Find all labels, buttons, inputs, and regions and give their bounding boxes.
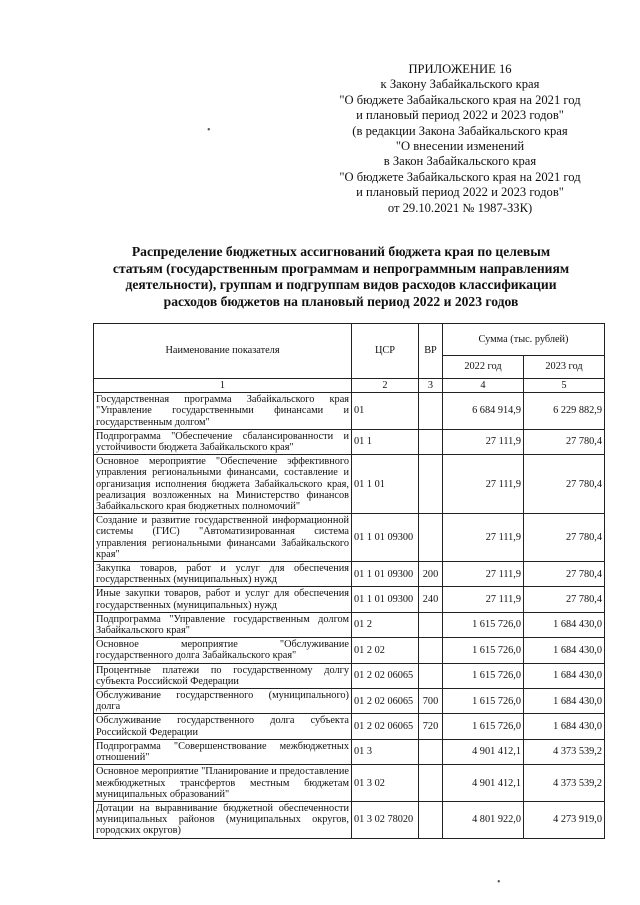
- row-amount-2022-cell: 1 615 726,0: [443, 638, 524, 663]
- row-csr-cell: 01 3 02 78020: [352, 801, 419, 838]
- row-amount-2022-cell: 1 615 726,0: [443, 663, 524, 688]
- appendix-line: "О внесении изменений: [395, 139, 525, 154]
- row-csr-cell: 01 3: [352, 739, 419, 764]
- row-amount-2023-cell: 1 684 430,0: [524, 663, 605, 688]
- table-row: [94, 663, 605, 688]
- row-vr-cell: 200: [419, 562, 443, 587]
- row-vr-cell: [419, 514, 443, 562]
- header-vr: ВР: [419, 324, 443, 379]
- row-name-cell: Закупка товаров, работ и услуг для обеспечения государственных (муниципальных) нужд: [94, 562, 352, 587]
- row-amount-2023-cell: 4 373 539,2: [524, 739, 605, 764]
- row-name-cell: Обслуживание государственного долга субъекта Российской Федерации: [94, 714, 352, 739]
- row-amount-2023-cell: 27 780,4: [524, 587, 605, 612]
- table-row: [94, 689, 605, 714]
- appendix-line: и плановый период 2022 и 2023 годов": [356, 185, 564, 200]
- row-vr-cell: [419, 393, 443, 430]
- header-csr: ЦСР: [352, 324, 419, 379]
- row-amount-2023-cell: 27 780,4: [524, 562, 605, 587]
- row-amount-2022-cell: 27 111,9: [443, 514, 524, 562]
- row-name-cell: Создание и развитие государственной информационной системы (ГИС) "Автоматизированная система управления региональными финансами Забайкальского края": [94, 514, 352, 562]
- row-name-cell: Государственная программа Забайкальского края "Управление государственными финансами и государственным долгом": [94, 393, 352, 430]
- row-amount-2023-cell: 4 273 919,0: [524, 801, 605, 838]
- row-vr-cell: [419, 429, 443, 454]
- row-vr-cell: 720: [419, 714, 443, 739]
- header-year-2022: 2022 год: [443, 356, 524, 379]
- title-line: статьям (государственным программам и непрограммным направлениям: [112, 260, 570, 276]
- appendix-header: [310, 62, 610, 216]
- row-name-cell: Подпрограмма "Совершенствование межбюджетных отношений": [94, 739, 352, 764]
- appendix-line: к Закону Забайкальского края: [380, 77, 540, 92]
- row-amount-2022-cell: 4 801 922,0: [443, 801, 524, 838]
- appendix-line: в Закон Забайкальского края: [383, 154, 537, 169]
- row-vr-cell: 700: [419, 689, 443, 714]
- header-sum: Сумма (тыс. рублей): [443, 324, 605, 356]
- row-amount-2023-cell: 27 780,4: [524, 429, 605, 454]
- table-row: [94, 801, 605, 838]
- row-vr-cell: [419, 801, 443, 838]
- col-number-1: 1: [94, 379, 352, 393]
- table-row: [94, 393, 605, 430]
- appendix-line: ПРИЛОЖЕНИЕ 16: [408, 62, 512, 76]
- row-vr-cell: [419, 455, 443, 514]
- col-number-5: 5: [524, 379, 605, 393]
- table-row: [94, 612, 605, 637]
- row-name-cell: Обслуживание государственного (муниципального) долга: [94, 689, 352, 714]
- header-year-2023: 2023 год: [524, 356, 605, 379]
- row-name-cell: Дотации на выравнивание бюджетной обеспеченности муниципальных районов (муниципальных округов, городских округов): [94, 801, 352, 838]
- row-name-cell: Иные закупки товаров, работ и услуг для обеспечения государственных (муниципальных) нужд: [94, 587, 352, 612]
- row-csr-cell: 01: [352, 393, 419, 430]
- row-amount-2022-cell: 27 111,9: [443, 587, 524, 612]
- row-csr-cell: 01 2: [352, 612, 419, 637]
- table-row: [94, 514, 605, 562]
- table-row: [94, 562, 605, 587]
- row-amount-2023-cell: 6 229 882,9: [524, 393, 605, 430]
- title-line: расходов бюджетов на плановый период 2022 и 2023 годов: [163, 293, 519, 309]
- col-number-4: 4: [443, 379, 524, 393]
- row-amount-2023-cell: 1 684 430,0: [524, 638, 605, 663]
- row-amount-2023-cell: 1 684 430,0: [524, 689, 605, 714]
- row-csr-cell: 01 1 01 09300: [352, 514, 419, 562]
- row-vr-cell: [419, 612, 443, 637]
- appendix-line: "О бюджете Забайкальского края на 2021 год: [339, 92, 581, 107]
- row-csr-cell: 01 1 01 09300: [352, 587, 419, 612]
- table-row: [94, 429, 605, 454]
- appendix-line: "О бюджете Забайкальского края на 2021 год: [339, 169, 581, 184]
- row-csr-cell: 01 1: [352, 429, 419, 454]
- row-amount-2022-cell: 27 111,9: [443, 455, 524, 514]
- row-amount-2022-cell: 1 615 726,0: [443, 714, 524, 739]
- row-amount-2022-cell: 1 615 726,0: [443, 612, 524, 637]
- row-csr-cell: 01 2 02: [352, 638, 419, 663]
- appendix-line: от 29.10.2021 № 1987-ЗЗК): [387, 200, 533, 215]
- row-csr-cell: 01 2 02 06065: [352, 714, 419, 739]
- row-name-cell: Основное мероприятие "Планирование и предоставление межбюджетных трансфертов местным бюджетам муниципальных образований": [94, 765, 352, 802]
- title-line: Распределение бюджетных ассигнований бюджета края по целевым: [131, 244, 551, 259]
- col-number-2: 2: [352, 379, 419, 393]
- header-name: Наименование показателя: [94, 324, 352, 379]
- row-amount-2023-cell: 1 684 430,0: [524, 612, 605, 637]
- row-amount-2023-cell: 1 684 430,0: [524, 714, 605, 739]
- appendix-line: и плановый период 2022 и 2023 годов": [356, 108, 564, 123]
- row-csr-cell: 01 2 02 06065: [352, 689, 419, 714]
- row-csr-cell: 01 1 01: [352, 455, 419, 514]
- budget-table: [93, 323, 605, 839]
- col-number-3: 3: [419, 379, 443, 393]
- row-amount-2022-cell: 27 111,9: [443, 562, 524, 587]
- row-amount-2023-cell: 4 373 539,2: [524, 765, 605, 802]
- table-row: [94, 587, 605, 612]
- row-vr-cell: [419, 765, 443, 802]
- row-amount-2023-cell: 27 780,4: [524, 514, 605, 562]
- document-title: [108, 244, 574, 310]
- row-amount-2022-cell: 4 901 412,1: [443, 765, 524, 802]
- row-amount-2022-cell: 1 615 726,0: [443, 689, 524, 714]
- table-row: [94, 739, 605, 764]
- scan-mark: •: [207, 125, 211, 136]
- row-csr-cell: 01 2 02 06065: [352, 663, 419, 688]
- table-row: [94, 638, 605, 663]
- row-csr-cell: 01 1 01 09300: [352, 562, 419, 587]
- row-name-cell: Подпрограмма "Обеспечение сбалансированности и устойчивости бюджета Забайкальского края": [94, 429, 352, 454]
- row-name-cell: Подпрограмма "Управление государственным долгом Забайкальского края": [94, 612, 352, 637]
- row-csr-cell: 01 3 02: [352, 765, 419, 802]
- row-amount-2022-cell: 6 684 914,9: [443, 393, 524, 430]
- row-vr-cell: [419, 663, 443, 688]
- row-amount-2023-cell: 27 780,4: [524, 455, 605, 514]
- table-row: [94, 455, 605, 514]
- row-name-cell: Процентные платежи по государственному долгу субъекта Российской Федерации: [94, 663, 352, 688]
- title-line: деятельности), группам и подгруппам видов расходов классификации: [125, 277, 557, 293]
- row-vr-cell: [419, 739, 443, 764]
- row-name-cell: Основное мероприятие "Обслуживание государственного долга Забайкальского края": [94, 638, 352, 663]
- row-vr-cell: 240: [419, 587, 443, 612]
- table-row: [94, 765, 605, 802]
- scan-mark: •: [497, 877, 501, 888]
- row-name-cell: Основное мероприятие "Обеспечение эффективного управления региональными финансами, составление и организация исполнения бюджета Забайкальского края, реализация возложенных на Министерство финансов Забайкальского края бюджетных полномочий": [94, 455, 352, 514]
- row-amount-2022-cell: 27 111,9: [443, 429, 524, 454]
- table-row: [94, 714, 605, 739]
- appendix-line: (в редакции Закона Забайкальского края: [352, 123, 568, 138]
- row-amount-2022-cell: 4 901 412,1: [443, 739, 524, 764]
- row-vr-cell: [419, 638, 443, 663]
